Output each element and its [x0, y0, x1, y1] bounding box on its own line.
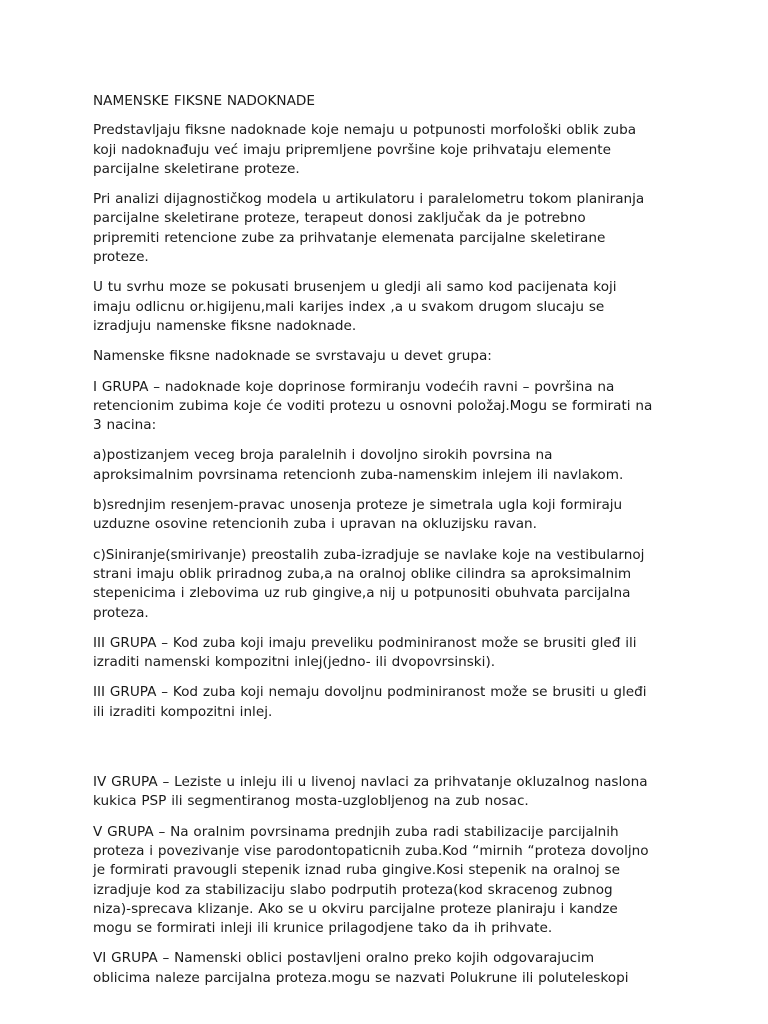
paragraph-group-4: IV GRUPA – Leziste u inleju ili u livenoj navlaci za prihvatanje okluzalnog naslona kukica PSP ili segmentiranog mosta-uzglobljenog na zub nosac. [93, 774, 648, 810]
paragraph-group-6: VI GRUPA – Namenski oblici postavljeni oralno preko kojih odgovarajucim oblicima naleze parcijalna proteza.mogu se nazvati Polukrune ili poluteleskopi [93, 950, 629, 986]
paragraph-groups-intro: Namenske fiksne nadoknade se svrstavaju u devet grupa: [93, 348, 492, 365]
blank-gap [93, 733, 683, 773]
paragraph-group-1: I GRUPA – nadoknade koje doprinose formiranju vodećih ravni – površina na retencionim zubima koje će voditi protezu u osnovni položaj.Mogu se formirati na 3 nacina: [93, 378, 653, 434]
paragraph-group-5: V GRUPA – Na oralnim povrsinama prednjih zuba radi stabilizacije parcijalnih proteza i povezivanje vise parodontopaticnih zuba.Kod “mirnih “proteza dovoljno je formirati pravougli stepenik iznad ruba gingive.Kosi stepenik na oralnoj se izradjuje kod za stabilizaciju slabo podrputih proteza(kod skracenog zubnog niza)-sprecava klizanje. Ako se u okviru parcijalne proteze planiraju i kandze mogu se formirati inleji ili krunice prilagodjene tako da ih prihvate. [93, 823, 649, 937]
document-page [93, 92, 683, 999]
document-title: NAMENSKE FIKSNE NADOKNADE [93, 93, 315, 109]
paragraph-method-a: a)postizanjem veceg broja paralelnih i dovoljno sirokih povrsina na aproksimalnim povrsinama retencionh zuba-namenskim inlejem ili navlakom. [93, 447, 624, 483]
paragraph-method-b: b)srednjim resenjem-pravac unosenja proteze je simetrala ugla koji formiraju uzduzne osovine retencionih zuba i upravan na okluzijsku ravan. [93, 497, 623, 533]
paragraph-intro: Predstavljaju fiksne nadoknade koje nemaju u potpunosti morfološki oblik zuba koji nadoknađuju već imaju pripremljene površine koje prihvataju elemente parcijalne skeletirane proteze. [93, 122, 637, 177]
paragraph-purpose: U tu svrhu moze se pokusati brusenjem u gledji ali samo kod pacijenata koji imaju odlicnu or.higijenu,mali karijes index ,a u svakom drugom slucaju se izradjuju namenske fiksne nadoknade. [93, 279, 617, 334]
paragraph-group-3b: III GRUPA – Kod zuba koji nemaju dovoljnu podminiranost može se brusiti u gleđi ili izraditi kompozitni inlej. [93, 684, 647, 720]
paragraph-method-c: c)Siniranje(smirivanje) preostalih zuba-izradjuje se navlake koje na vestibularnoj strani imaju oblik priradnog zuba,a na oralnoj oblike cilindra sa aproksimalnim stepenicima i zlebovima uz rub gingive,a nij u potpunositi obuhvata parcijalna proteza. [93, 546, 645, 621]
paragraph-analysis: Pri analizi dijagnostičkog modela u artikulatoru i paralelometru tokom planiranja parcijalne skeletirane proteze, terapeut donosi zaključak da je potrebno pripremiti retencione zube za prihvatanje elemenata parcijalne skeletirane proteze. [93, 191, 645, 266]
paragraph-group-3a: III GRUPA – Kod zuba koji imaju preveliku podminiranost može se brusiti gleđ ili izraditi namenski kompozitni inlej(jedno- ili dvopovrsinski). [93, 634, 637, 671]
